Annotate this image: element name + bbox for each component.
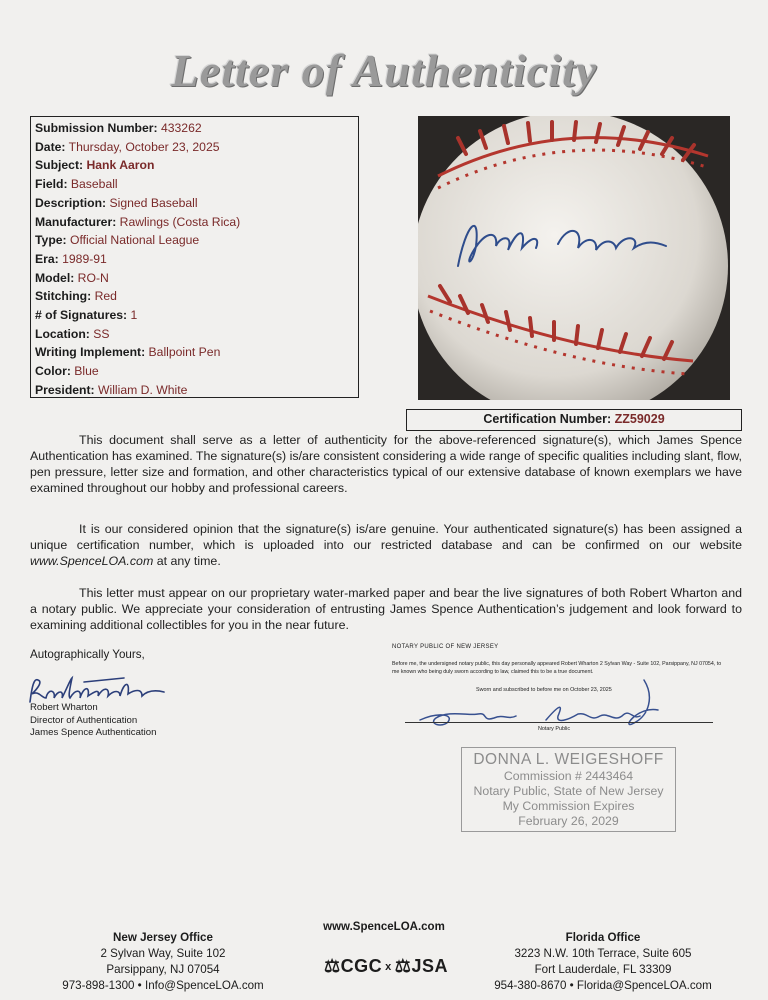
website-link[interactable]: www.SpenceLOA.com <box>30 554 154 568</box>
detail-label: Subject: <box>35 158 84 173</box>
stamp-expires-date: February 26, 2029 <box>518 814 619 828</box>
notary-signature-line <box>405 722 713 723</box>
detail-row <box>35 343 358 362</box>
detail-row <box>35 138 358 157</box>
cgc-jsa-logo <box>296 956 476 977</box>
detail-value: SS <box>93 326 110 341</box>
nj-address-line2: Parsippany, NJ 07054 <box>106 963 220 976</box>
detail-row <box>35 325 358 344</box>
detail-label: Type: <box>35 233 67 248</box>
signed-baseball-image <box>418 116 730 400</box>
notary-sworn-text: Sworn and subscribed to before me on October 23, 2025 <box>476 687 612 693</box>
detail-label: President: <box>35 382 95 397</box>
stamp-expires-label: My Commission Expires <box>502 799 635 813</box>
detail-label: Model: <box>35 270 75 285</box>
paragraph-opinion-end: at any time. <box>153 554 221 568</box>
detail-value: William D. White <box>98 382 188 397</box>
detail-value: Thursday, October 23, 2025 <box>68 139 220 154</box>
detail-row <box>35 287 358 306</box>
detail-value: Official National League <box>70 233 200 248</box>
detail-label: Field: <box>35 177 68 192</box>
jsa-logo-text: JSA <box>411 956 448 976</box>
paragraph-authenticity: This document shall serve as a letter of authenticity for the above-referenced signature(s), which James Spence Authentication has examined. The signature(s) is/are consistent considering a wide range of specific qualities including slant, flow, pen pressure, letter size and formation, and other characteristics typical of our extensive database of known exemplars we have examined throughout our hobby and professional careers. <box>30 433 742 495</box>
cgc-logo-text: CGC <box>340 956 383 976</box>
notary-heading: NOTARY PUBLIC OF NEW JERSEY <box>392 644 499 650</box>
nj-office-heading: New Jersey Office <box>113 931 213 944</box>
notary-statement: Before me, the undersigned notary public, this day personally appeared Robert Wharton 2 Sylvan Way - Suite 102, Parsippany, NJ 07054, to me known who being duly sworn according to law, claimed this to be a true document. <box>392 661 722 675</box>
new-jersey-office <box>44 930 282 994</box>
signer-company: James Spence Authentication <box>30 727 157 738</box>
fl-address-line1: 3223 N.W. 10th Terrace, Suite 605 <box>514 947 692 960</box>
signer-block <box>30 702 156 740</box>
detail-label: Stitching: <box>35 289 92 304</box>
nj-contact: 973-898-1300 • Info@SpenceLOA.com <box>62 979 264 992</box>
footer-website[interactable]: www.SpenceLOA.com <box>323 921 445 933</box>
notary-public-label: Notary Public <box>538 726 571 732</box>
detail-row <box>35 175 358 194</box>
paragraph-opinion-text: It is our considered opinion that the signature(s) is/are genuine. Your authenticated signature(s) has been assigned a unique certification number, which is uploaded into our restricted database and can be confirmed on our website <box>30 522 742 552</box>
detail-value: Ballpoint Pen <box>148 345 221 360</box>
signer-title: Director of Authentication <box>30 714 138 726</box>
notary-stamp <box>461 747 676 832</box>
signer-name: Robert Wharton <box>30 702 98 713</box>
detail-value: Red <box>94 289 117 304</box>
scale-icon: ⚖ <box>324 956 341 976</box>
detail-value: 433262 <box>160 121 202 135</box>
detail-label: Era: <box>35 251 59 266</box>
scale-icon: ⚖ <box>394 956 412 976</box>
stamp-name: DONNA L. WEIGESHOFF <box>473 751 664 768</box>
detail-row <box>35 119 358 138</box>
stamp-commission: Commission # 2443464 <box>503 769 634 783</box>
nj-address-line1: 2 Sylvan Way, Suite 102 <box>100 947 226 960</box>
detail-label: # of Signatures: <box>35 308 128 323</box>
detail-row <box>35 381 358 400</box>
detail-value: RO-N <box>77 270 109 285</box>
detail-row <box>35 306 358 325</box>
paragraph-watermark: This letter must appear on our proprietary water-marked paper and bear the live signatures of both Robert Wharton and a notary public. We appreciate your consideration of entrusting James Spence Authentication’s judgement and look forward to examining additional collectibles for you in the near future. <box>30 586 742 632</box>
detail-value: Rawlings (Costa Rica) <box>119 214 241 229</box>
detail-value: Baseball <box>70 177 118 192</box>
certification-label: Certification Number: <box>483 412 612 426</box>
details-box <box>30 116 359 398</box>
detail-row <box>35 269 358 288</box>
detail-value: Blue <box>74 364 99 379</box>
detail-value: Hank Aaron <box>86 158 155 173</box>
fl-address-line2: Fort Lauderdale, FL 33309 <box>534 963 672 976</box>
stamp-state: Notary Public, State of New Jersey <box>473 784 664 798</box>
fl-contact: 954-380-8670 • Florida@SpenceLOA.com <box>494 979 712 992</box>
detail-row <box>35 156 358 175</box>
detail-label: Color: <box>35 364 71 379</box>
closing-text: Autographically Yours, <box>30 648 145 661</box>
baseball-photo <box>418 116 730 400</box>
detail-label: Date: <box>35 139 66 154</box>
detail-row <box>35 213 358 232</box>
paragraph-opinion <box>30 521 742 569</box>
detail-label: Writing Implement: <box>35 345 146 360</box>
detail-row <box>35 362 358 381</box>
certification-number: ZZ59029 <box>614 412 665 426</box>
detail-row <box>35 231 358 250</box>
detail-label: Manufacturer: <box>35 214 117 229</box>
logo-separator: x <box>385 961 392 973</box>
detail-value: 1 <box>130 308 138 323</box>
page-title: Letter of Authenticity <box>170 45 598 96</box>
detail-label: Submission Number: <box>35 121 158 135</box>
detail-row <box>35 194 358 213</box>
detail-value: Signed Baseball <box>109 195 198 210</box>
certification-number-box <box>406 409 742 431</box>
florida-office <box>472 930 734 994</box>
detail-row <box>35 250 358 269</box>
fl-office-heading: Florida Office <box>565 931 641 944</box>
detail-value: 1989-91 <box>62 251 107 266</box>
detail-label: Description: <box>35 195 107 210</box>
detail-label: Location: <box>35 326 90 341</box>
